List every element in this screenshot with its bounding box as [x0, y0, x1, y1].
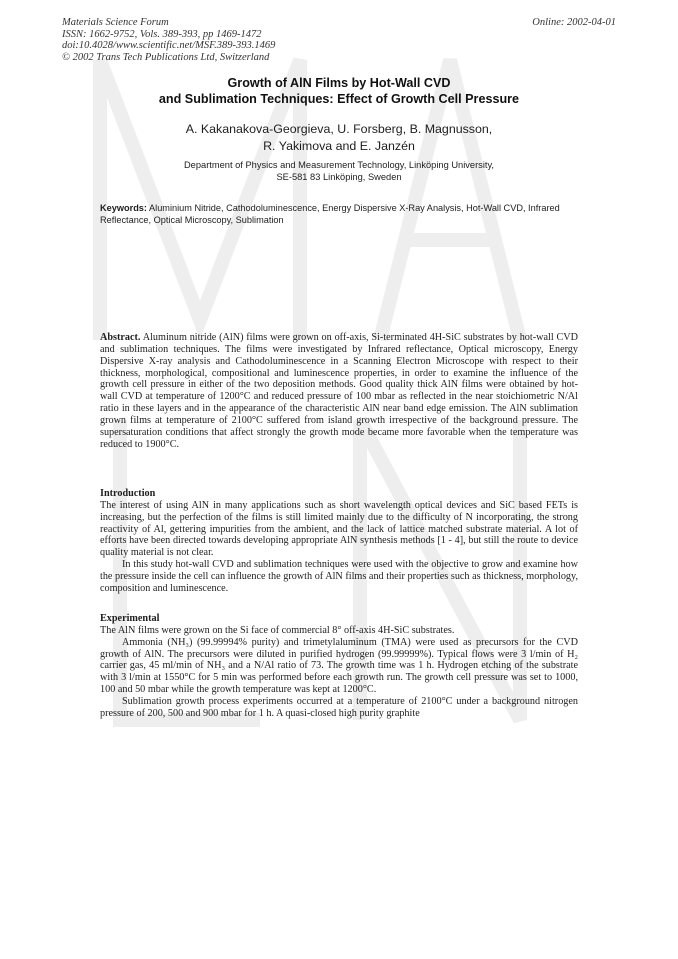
introduction-paragraph-1: The interest of using AlN in many applications such as short wavelength optical devices and SiC based FETs is increasing, but the perfection of the films is still limited mainly due to the difficulty of N incorporating, the strong reactivity of Al, gettering impurities from the ambient, and the lack of lattice matched substrate material. A lot of efforts have been directed towards developing appropriate AlN synthesis methods [1 - 4], but still the route to device quality material is not clear.	[100, 499, 578, 559]
abstract-label: Abstract.	[100, 332, 141, 343]
experimental-section	[100, 613, 578, 720]
journal-name: Materials Science Forum	[62, 17, 169, 28]
issn-line: ISSN: 1662-9752, Vols. 389-393, pp 1469-1472	[62, 28, 262, 40]
paper-title	[0, 76, 678, 107]
title-line-2: and Sublimation Techniques: Effect of Growth Cell Pressure	[158, 91, 520, 106]
authors-line-1: A. Kakanakova-Georgieva, U. Forsberg, B. Magnusson,	[185, 122, 493, 136]
experimental-paragraph-2: Ammonia (NH₃) (99.99994% purity) and trimetylaluminum (TMA) were used as precursors for the CVD growth of AlN. The precursors were diluted in purified hydrogen (99.99999%). Typical flows were 3 l/min of H₂ carrier gas, 45 ml/min of NH₃ and a N/Al ratio of 73. The growth time was 1 h. Hydrogen etching of the substrate with 3 l/min at 1550°C for 5 min was performed before each growth run. The growth cell pressure was set to 1000, 100 and 50 mbar while the growth temperature was kept at 1200°C.	[100, 636, 578, 696]
authors-line-2: R. Yakimova and E. Janzén	[263, 139, 415, 153]
experimental-heading: Experimental	[100, 613, 160, 624]
keywords	[100, 203, 578, 226]
keywords-label: Keywords:	[100, 203, 147, 213]
introduction-heading: Introduction	[100, 488, 156, 499]
online-date: Online: 2002-04-01	[532, 17, 616, 28]
copyright-line: © 2002 Trans Tech Publications Ltd, Switzerland	[62, 51, 270, 63]
journal-header	[62, 17, 275, 63]
title-line-1: Growth of AlN Films by Hot-Wall CVD	[227, 76, 451, 90]
introduction-paragraph-2: In this study hot-wall CVD and sublimation techniques were used with the objective to grow and examine how the pressure inside the cell can influence the growth of AlN films and their properties such as thickness, morphology, composition and luminescence.	[100, 559, 578, 594]
affiliation-line-2: SE-581 83 Linköping, Sweden	[276, 172, 402, 183]
keywords-text: Aluminium Nitride, Cathodoluminescence, Energy Dispersive X-Ray Analysis, Hot-Wall CVD, Infrared Reflectance, Optical Microscopy, Sublimation	[100, 203, 560, 225]
experimental-paragraph-3: Sublimation growth process experiments occurred at a temperature of 2100°C under a background nitrogen pressure of 200, 500 and 900 mbar for 1 h. A quasi-closed high purity graphite	[100, 695, 578, 719]
abstract	[100, 332, 578, 450]
introduction-section	[100, 488, 578, 595]
affiliation	[0, 159, 678, 184]
doi-line[interactable]: doi:10.4028/www.scientific.net/MSF.389-393.1469	[62, 40, 276, 51]
abstract-text: Aluminum nitride (AlN) films were grown on off-axis, Si-terminated 4H-SiC substrates by hot-wall CVD and sublimation techniques. The films were investigated by Infrared reflectance, Optical microscopy, Energy Dispersive X-ray analysis and Cathodoluminescence in a Scanning Electron Microscope with respect to their thickness, morphological, compositional and luminescence properties, in order to examine the influence of the growth cell pressure in either of the two deposition methods. Good quality thick AlN films were obtained by hot-wall CVD at temperature of 1200°C and reduced pressure of 100 mbar as reflected in the near stoichiometric N/Al ratio in these layers and in the appearance of the characteristic AlN near band edge emission. The AlN sublimation grown films at temperature of 2100°C suffered from island growth irrespective of the background pressure. The supersaturation conditions that affect strongly the growth mode became more favorable when the temperature was reduced to 1900°C.	[100, 332, 578, 450]
experimental-paragraph-1: The AlN films were grown on the Si face of commercial 8° off-axis 4H-SiC substrates.	[100, 624, 455, 636]
author-list	[0, 121, 678, 155]
affiliation-line-1: Department of Physics and Measurement Technology, Linköping University,	[183, 160, 495, 170]
